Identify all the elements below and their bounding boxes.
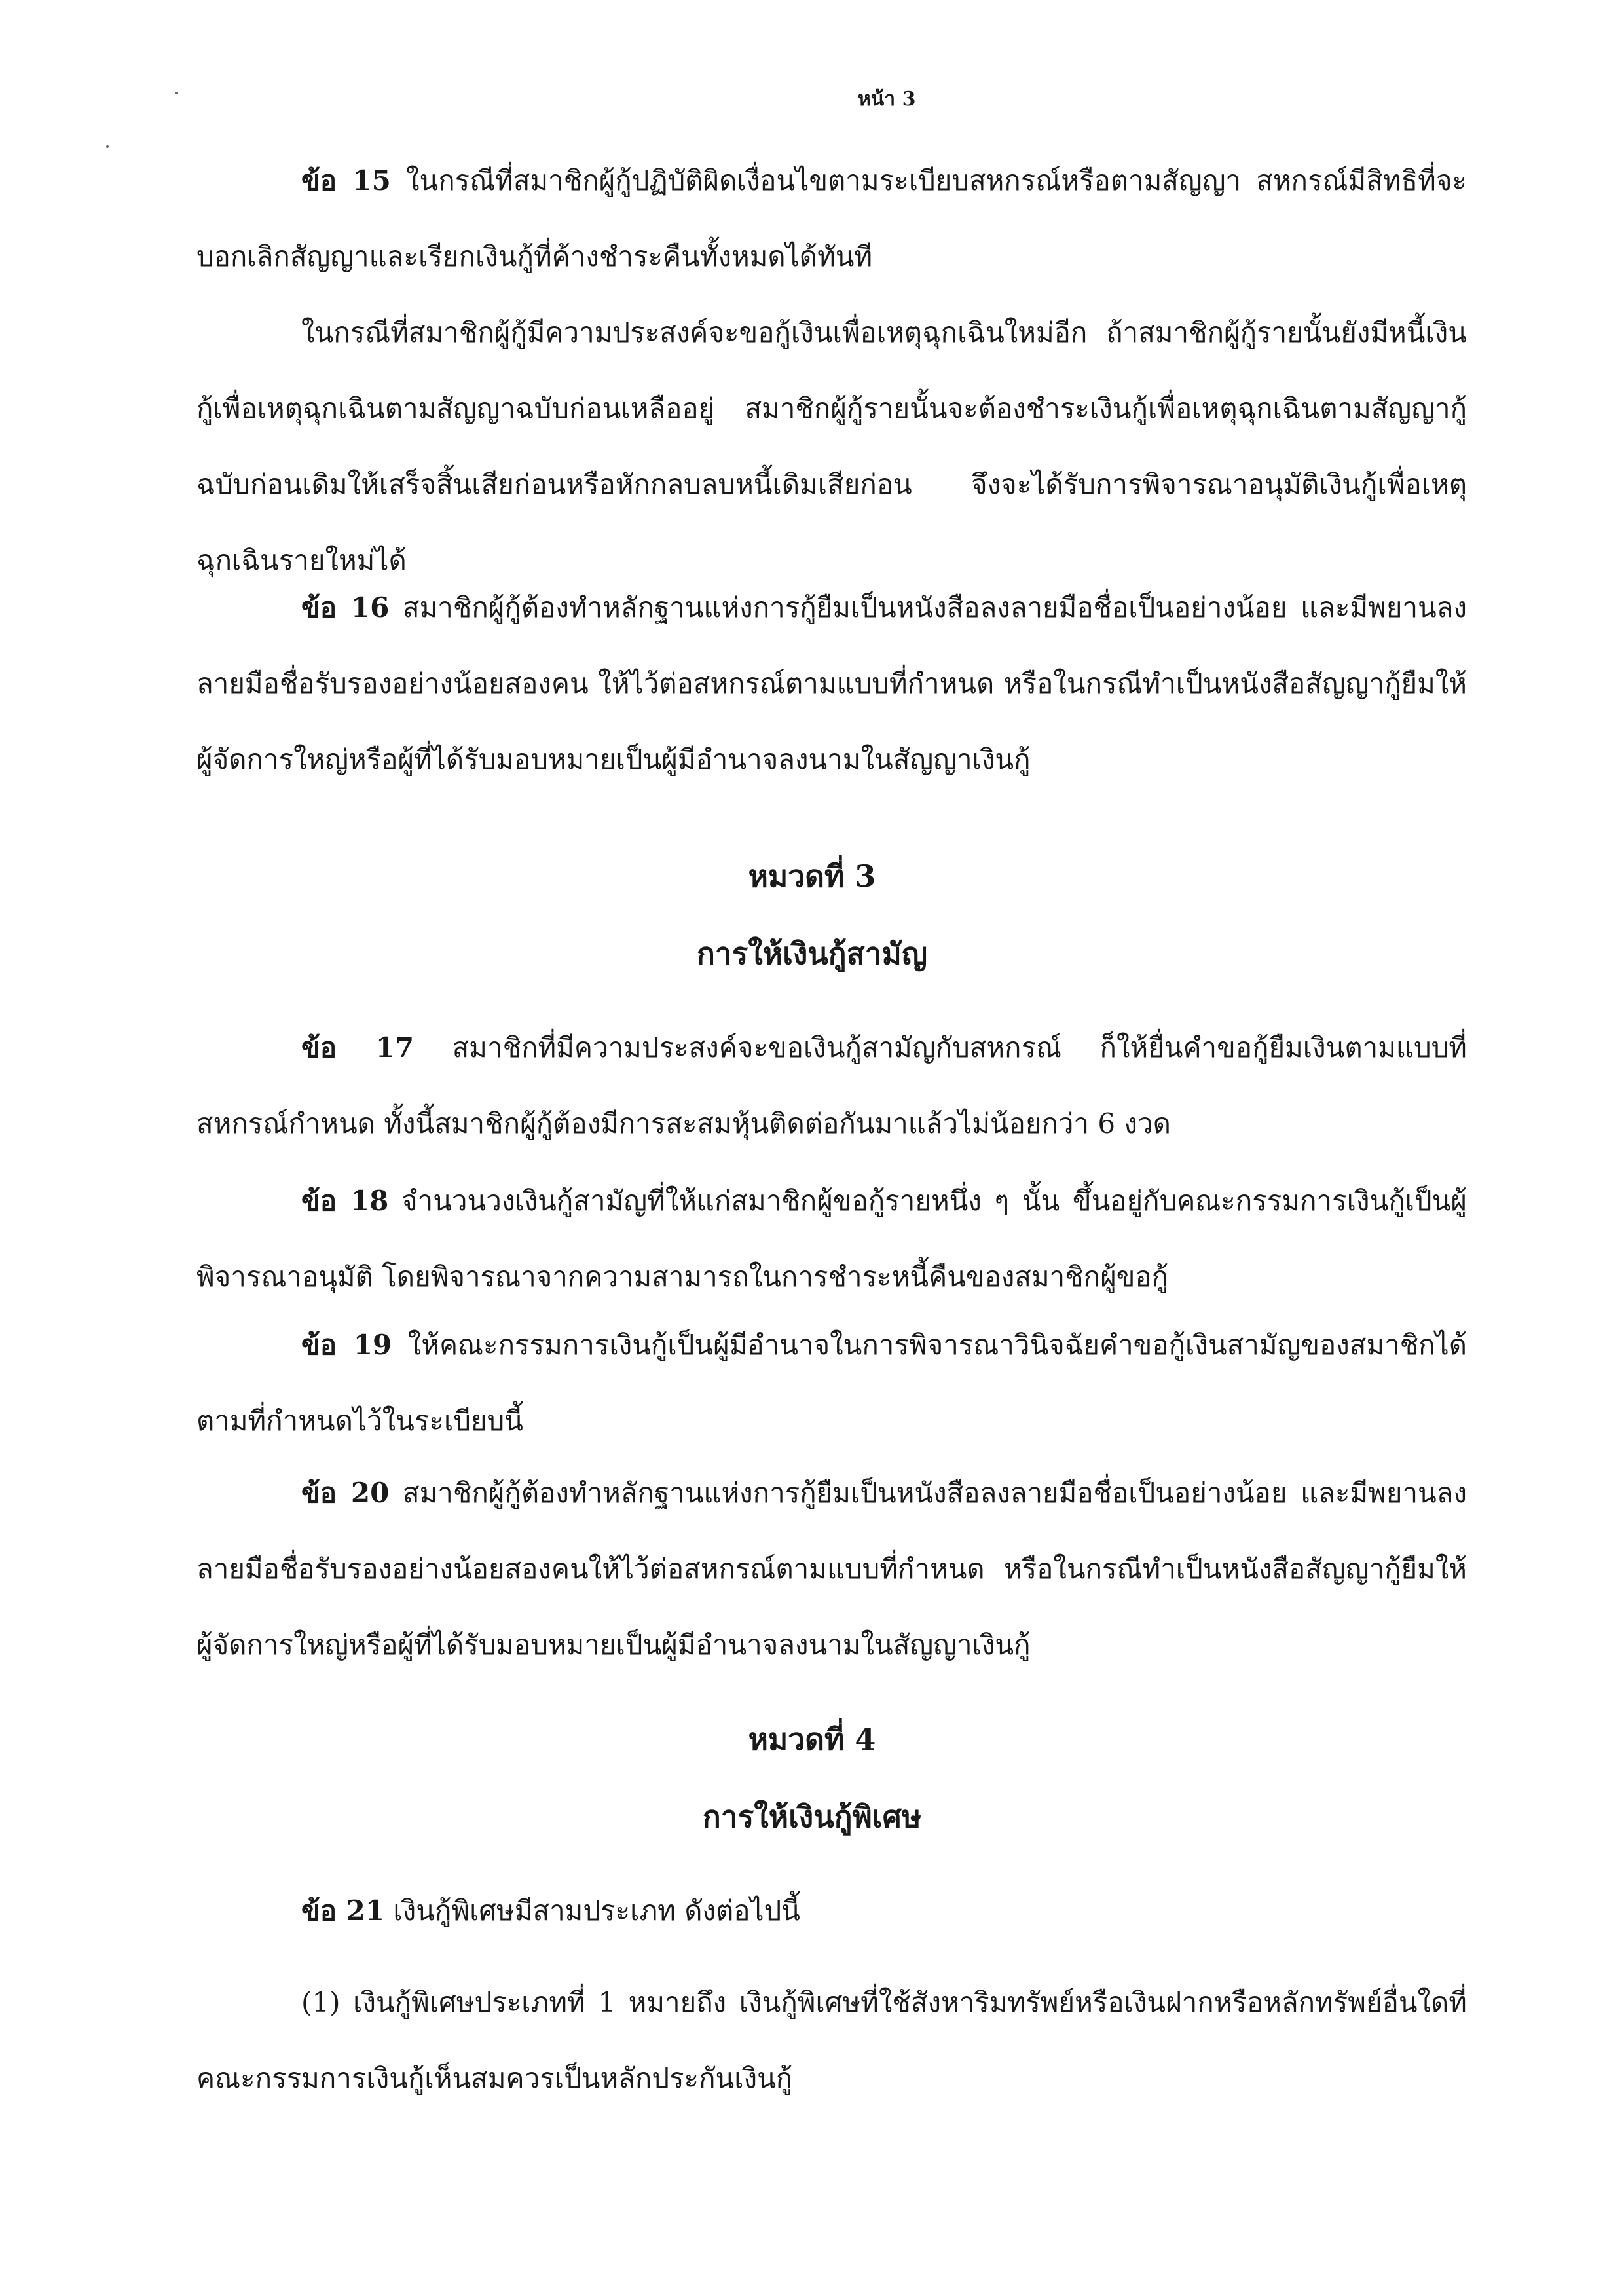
clause-19-number: ข้อ 19 bbox=[301, 1329, 392, 1361]
clause-16 bbox=[196, 570, 1467, 798]
clause-21 bbox=[196, 1873, 1467, 1949]
clause-18-text: จำนวนวงเงินกู้สามัญที่ให้แก่สมาชิกผู้ขอกู้รายหนึ่ง ๆ นั้น ขึ้นอยู่กับคณะกรรมการเงินกู้เป็นผู้พิจารณาอนุมัติ โดยพิจารณาจากความสามารถในการชำระหนี้คืนของสมาชิกผู้ขอกู้ bbox=[196, 1185, 1467, 1293]
chapter-4-title: หมวดที่ 4 bbox=[748, 1722, 876, 1757]
chapter-4-subtitle: การให้เงินกู้พิเศษ bbox=[702, 1799, 922, 1834]
clause-15-paragraph-2: ในกรณีที่สมาชิกผู้กู้มีความประสงค์จะขอกู้เงินเพื่อเหตุฉุกเฉินใหม่อีก ถ้าสมาชิกผู้กู้รายนั้นยังมีหนี้เงินกู้เพื่อเหตุฉุกเฉินตามสัญญาฉบับก่อนเหลืออยู่ สมาชิกผู้กู้รายนั้นจะต้องชำระเงินกู้เพื่อเหตุฉุกเฉินตามสัญญากู้ฉบับก่อนเดิมให้เสร็จสิ้นเสียก่อนหรือหักกลบลบหนี้เดิมเสียก่อน จึงจะได้รับการพิจารณาอนุมัติเงินกู้เพื่อเหตุฉุกเฉินรายใหม่ได้ bbox=[196, 316, 1467, 576]
clause-15-text: ในกรณีที่สมาชิกผู้กู้ปฏิบัติผิดเงื่อนไขตามระเบียบสหกรณ์หรือตามสัญญา สหกรณ์มีสิทธิที่จะบอกเลิกสัญญาและเรียกเงินกู้ที่ค้างชำระคืนทั้งหมดได้ทันที bbox=[196, 164, 1467, 272]
clause-15-number: ข้อ 15 bbox=[301, 164, 391, 196]
clause-19 bbox=[196, 1307, 1467, 1459]
clause-16-number: ข้อ 16 bbox=[301, 591, 390, 623]
clause-19-text: ให้คณะกรรมการเงินกู้เป็นผู้มีอำนาจในการพิจารณาวินิจฉัยคำขอกู้เงินสามัญของสมาชิกได้ตามที่กำหนดไว้ในระเบียบนี้ bbox=[196, 1329, 1467, 1437]
clause-21-text: เงินกู้พิเศษมีสามประเภท ดังต่อไปนี้ bbox=[393, 1895, 800, 1927]
scan-speck bbox=[175, 92, 178, 94]
clause-16-text: สมาชิกผู้กู้ต้องทำหลักฐานแห่งการกู้ยืมเป็นหนังสือลงลายมือชื่อเป็นอย่างน้อย และมีพยานลงลายมือชื่อรับรองอย่างน้อยสองคน ให้ไว้ต่อสหกรณ์ตามแบบที่กำหนด หรือในกรณีทำเป็นหนังสือสัญญากู้ยืมให้ผู้จัดการใหญ่หรือผู้ที่ได้รับมอบหมายเป็นผู้มีอำนาจลงนามในสัญญาเงินกู้ bbox=[196, 591, 1467, 775]
clause-18 bbox=[196, 1163, 1467, 1315]
page-number: หน้า 3 bbox=[858, 88, 916, 111]
chapter-3-title: หมวดที่ 3 bbox=[748, 859, 876, 894]
clause-17 bbox=[196, 1010, 1467, 1162]
clause-21-item-1: (1) เงินกู้พิเศษประเภทที่ 1 หมายถึง เงินกู้พิเศษที่ใช้สังหาริมทรัพย์หรือเงินฝากหรือหลักทรัพย์อื่นใดที่คณะกรรมการเงินกู้เห็นสมควรเป็นหลักประกันเงินกู้ bbox=[196, 1986, 1467, 2094]
scan-speck bbox=[106, 145, 109, 148]
clause-17-number: ข้อ 17 bbox=[301, 1031, 415, 1064]
clause-18-number: ข้อ 18 bbox=[301, 1185, 389, 1217]
clause-17-text: สมาชิกที่มีความประสงค์จะขอเงินกู้สามัญกับสหกรณ์ ก็ให้ยื่นคำขอกู้ยืมเงินตามแบบที่สหกรณ์กำหนด ทั้งนี้สมาชิกผู้กู้ต้องมีการสะสมหุ้นติดต่อกันมาแล้วไม่น้อยกว่า 6 งวด bbox=[196, 1031, 1467, 1139]
clause-21-number: ข้อ 21 bbox=[301, 1895, 385, 1927]
clause-20 bbox=[196, 1455, 1467, 1683]
clause-20-number: ข้อ 20 bbox=[301, 1477, 390, 1509]
clause-20-text: สมาชิกผู้กู้ต้องทำหลักฐานแห่งการกู้ยืมเป็นหนังสือลงลายมือชื่อเป็นอย่างน้อย และมีพยานลงลายมือชื่อรับรองอย่างน้อยสองคนให้ไว้ต่อสหกรณ์ตามแบบที่กำหนด หรือในกรณีทำเป็นหนังสือสัญญากู้ยืมให้ผู้จัดการใหญ่หรือผู้ที่ได้รับมอบหมายเป็นผู้มีอำนาจลงนามในสัญญาเงินกู้ bbox=[196, 1477, 1467, 1661]
clause-15 bbox=[196, 143, 1467, 295]
chapter-3-subtitle: การให้เงินกู้สามัญ bbox=[696, 936, 928, 971]
